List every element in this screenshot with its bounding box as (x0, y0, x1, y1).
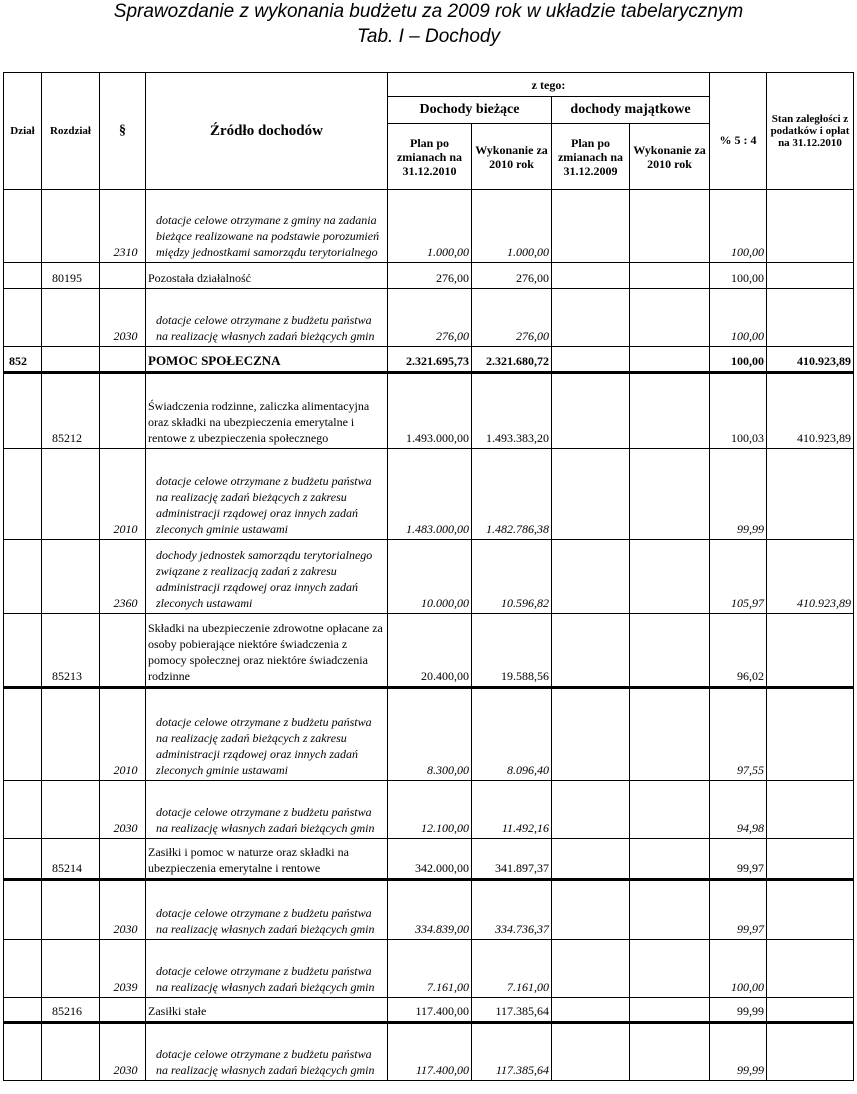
cell-plan-majatkowe (552, 190, 630, 263)
cell-wykonanie: 276,00 (472, 289, 552, 347)
cell-wykonanie-majatkowe (630, 614, 710, 688)
cell-rozdzial (42, 940, 100, 998)
cell-procent: 100,00 (710, 289, 767, 347)
cell-procent: 99,97 (710, 839, 767, 880)
cell-procent: 96,02 (710, 614, 767, 688)
cell-plan: 1.483.000,00 (388, 449, 472, 540)
cell-rozdzial: 85216 (42, 998, 100, 1023)
cell-zaleglosci (767, 614, 854, 688)
cell-zaleglosci (767, 781, 854, 839)
cell-plan-majatkowe (552, 540, 630, 614)
cell-rozdzial: 85212 (42, 373, 100, 449)
cell-dzial (4, 839, 42, 880)
cell-plan-majatkowe (552, 449, 630, 540)
report-title: Sprawozdanie z wykonania budżetu za 2009 rok w układzie tabelarycznym (113, 1, 744, 22)
cell-plan: 7.161,00 (388, 940, 472, 998)
cell-plan-majatkowe (552, 373, 630, 449)
cell-zaleglosci (767, 880, 854, 940)
table-row (4, 289, 854, 347)
cell-plan: 276,00 (388, 289, 472, 347)
cell-dzial (4, 998, 42, 1023)
cell-procent: 99,99 (710, 1023, 767, 1081)
table-header (4, 73, 854, 190)
cell-wykonanie: 19.588,56 (472, 614, 552, 688)
cell-rozdzial (42, 880, 100, 940)
cell-plan: 1.493.000,00 (388, 373, 472, 449)
cell-wykonanie-majatkowe (630, 781, 710, 839)
cell-rozdzial (42, 781, 100, 839)
cell-plan-majatkowe (552, 940, 630, 998)
table-row (4, 373, 854, 449)
cell-procent: 100,00 (710, 190, 767, 263)
cell-dzial (4, 781, 42, 839)
cell-procent: 105,97 (710, 540, 767, 614)
cell-plan: 1.000,00 (388, 190, 472, 263)
table-row (4, 540, 854, 614)
cell-dzial (4, 688, 42, 781)
cell-wykonanie: 10.596,82 (472, 540, 552, 614)
cell-plan-majatkowe (552, 688, 630, 781)
header-zrodlo: Źródło dochodów (146, 73, 388, 190)
cell-dzial (4, 263, 42, 289)
cell-procent: 94,98 (710, 781, 767, 839)
cell-rozdzial: 85213 (42, 614, 100, 688)
cell-rozdzial: 80195 (42, 263, 100, 289)
header-z-tego: z tego: (388, 73, 710, 97)
cell-plan: 12.100,00 (388, 781, 472, 839)
cell-procent: 97,55 (710, 688, 767, 781)
cell-plan: 117.400,00 (388, 1023, 472, 1081)
table-row (4, 880, 854, 940)
cell-zaleglosci (767, 190, 854, 263)
cell-dzial (4, 614, 42, 688)
cell-wykonanie: 7.161,00 (472, 940, 552, 998)
income-table (3, 72, 854, 1081)
cell-paragraf (100, 614, 146, 688)
cell-plan: 2.321.695,73 (388, 347, 472, 373)
header-dochody-biezace: Dochody bieżące (388, 97, 552, 124)
cell-opis: dotacje celowe otrzymane z budżetu państwa na realizację własnych zadań bieżących gmin (146, 781, 388, 839)
table-body (4, 190, 854, 1081)
cell-wykonanie-majatkowe (630, 688, 710, 781)
cell-plan-majatkowe (552, 289, 630, 347)
table-row-section (4, 347, 854, 373)
cell-wykonanie: 11.492,16 (472, 781, 552, 839)
cell-opis: Zasiłki stałe (146, 998, 388, 1023)
cell-plan-majatkowe (552, 263, 630, 289)
cell-rozdzial (42, 1023, 100, 1081)
cell-wykonanie: 1.482.786,38 (472, 449, 552, 540)
cell-procent: 99,99 (710, 998, 767, 1023)
cell-paragraf (100, 998, 146, 1023)
cell-paragraf: 2010 (100, 688, 146, 781)
header-dochody-majatkowe: dochody majątkowe (552, 97, 710, 124)
cell-wykonanie-majatkowe (630, 347, 710, 373)
cell-opis: Składki na ubezpieczenie zdrowotne opłacane za osoby pobierające niektóre świadczenia z pomocy społecznej oraz niektóre świadczenia rodzinne (146, 614, 388, 688)
cell-zaleglosci (767, 289, 854, 347)
cell-paragraf (100, 347, 146, 373)
cell-plan-majatkowe (552, 839, 630, 880)
cell-wykonanie: 117.385,64 (472, 1023, 552, 1081)
cell-wykonanie-majatkowe (630, 190, 710, 263)
cell-plan-majatkowe (552, 998, 630, 1023)
cell-procent: 100,00 (710, 940, 767, 998)
cell-zaleglosci: 410.923,89 (767, 540, 854, 614)
cell-plan-majatkowe (552, 781, 630, 839)
cell-paragraf (100, 263, 146, 289)
cell-opis: dochody jednostek samorządu terytorialnego związane z realizacją zadań z zakresu administracji rządowej oraz innych zadań zleconych ustawami (146, 540, 388, 614)
cell-zaleglosci (767, 263, 854, 289)
cell-paragraf (100, 373, 146, 449)
cell-dzial: 852 (4, 347, 42, 373)
table-row (4, 190, 854, 263)
cell-rozdzial (42, 289, 100, 347)
cell-wykonanie-majatkowe (630, 289, 710, 347)
cell-plan-majatkowe (552, 614, 630, 688)
cell-procent: 100,00 (710, 347, 767, 373)
table-row (4, 940, 854, 998)
cell-opis: dotacje celowe otrzymane z budżetu państwa na realizację zadań bieżących z zakresu administracji rządowej oraz innych zadań zleconych gminie ustawami (146, 449, 388, 540)
cell-wykonanie-majatkowe (630, 263, 710, 289)
cell-zaleglosci (767, 940, 854, 998)
cell-plan: 276,00 (388, 263, 472, 289)
header-procent-label: % 5 : 4 (719, 133, 757, 147)
cell-procent: 100,03 (710, 373, 767, 449)
table-row (4, 839, 854, 880)
header-dzial: Dział (4, 73, 42, 190)
cell-wykonanie: 117.385,64 (472, 998, 552, 1023)
cell-rozdzial (42, 688, 100, 781)
cell-dzial (4, 1023, 42, 1081)
cell-opis: dotacje celowe otrzymane z budżetu państwa na realizację własnych zadań bieżących gmin (146, 880, 388, 940)
cell-paragraf: 2030 (100, 289, 146, 347)
cell-opis: Zasiłki i pomoc w naturze oraz składki na ubezpieczenia emerytalne i rentowe (146, 839, 388, 880)
cell-paragraf: 2360 (100, 540, 146, 614)
cell-opis: dotacje celowe otrzymane z budżetu państwa na realizację własnych zadań bieżących gmin (146, 1023, 388, 1081)
cell-paragraf: 2310 (100, 190, 146, 263)
header-procent (710, 73, 767, 190)
cell-paragraf: 2039 (100, 940, 146, 998)
cell-opis: Pozostała działalność (146, 263, 388, 289)
cell-plan: 117.400,00 (388, 998, 472, 1023)
cell-wykonanie-majatkowe (630, 449, 710, 540)
cell-zaleglosci (767, 1023, 854, 1081)
cell-opis: dotacje celowe otrzymane z gminy na zadania bieżące realizowane na podstawie porozumień między jednostkami samorządu terytorialnego (146, 190, 388, 263)
cell-wykonanie-majatkowe (630, 940, 710, 998)
header-wykonanie-majatkowe: Wykonanie za 2010 rok (630, 124, 710, 190)
header-wykonanie-biezace: Wykonanie za 2010 rok (472, 124, 552, 190)
cell-zaleglosci (767, 449, 854, 540)
table-row (4, 263, 854, 289)
table-row (4, 614, 854, 688)
table-row (4, 688, 854, 781)
cell-zaleglosci (767, 998, 854, 1023)
header-rozdzial: Rozdział (42, 73, 100, 190)
cell-paragraf (100, 839, 146, 880)
cell-plan: 20.400,00 (388, 614, 472, 688)
cell-opis: dotacje celowe otrzymane z budżetu państwa na realizację własnych zadań bieżących gmin (146, 289, 388, 347)
cell-zaleglosci (767, 688, 854, 781)
header-plan-biezace: Plan po zmianach na 31.12.2010 (388, 124, 472, 190)
cell-rozdzial (42, 540, 100, 614)
cell-procent: 99,97 (710, 880, 767, 940)
cell-zaleglosci: 410.923,89 (767, 373, 854, 449)
cell-wykonanie: 1.000,00 (472, 190, 552, 263)
cell-wykonanie-majatkowe (630, 1023, 710, 1081)
cell-wykonanie: 276,00 (472, 263, 552, 289)
table-row (4, 998, 854, 1023)
cell-procent: 99,99 (710, 449, 767, 540)
cell-paragraf: 2010 (100, 449, 146, 540)
cell-dzial (4, 540, 42, 614)
cell-wykonanie: 8.096,40 (472, 688, 552, 781)
cell-wykonanie-majatkowe (630, 880, 710, 940)
header-zaleglosci: Stan zaległości z podatków i opłat na 31.12.2010 (767, 73, 854, 190)
cell-wykonanie-majatkowe (630, 998, 710, 1023)
cell-opis: POMOC SPOŁECZNA (146, 347, 388, 373)
header-paragraf: § (100, 73, 146, 190)
cell-paragraf: 2030 (100, 1023, 146, 1081)
cell-dzial (4, 880, 42, 940)
cell-wykonanie-majatkowe (630, 839, 710, 880)
cell-plan: 8.300,00 (388, 688, 472, 781)
cell-wykonanie: 334.736,37 (472, 880, 552, 940)
cell-opis: Świadczenia rodzinne, zaliczka alimentacyjna oraz składki na ubezpieczenia emerytalne i rentowe z ubezpieczenia społecznego (146, 373, 388, 449)
cell-wykonanie: 341.897,37 (472, 839, 552, 880)
cell-rozdzial (42, 347, 100, 373)
cell-wykonanie-majatkowe (630, 373, 710, 449)
cell-wykonanie: 2.321.680,72 (472, 347, 552, 373)
cell-plan: 342.000,00 (388, 839, 472, 880)
cell-plan: 10.000,00 (388, 540, 472, 614)
cell-wykonanie-majatkowe (630, 540, 710, 614)
cell-dzial (4, 940, 42, 998)
cell-opis: dotacje celowe otrzymane z budżetu państwa na realizację własnych zadań bieżących gmin (146, 940, 388, 998)
cell-rozdzial (42, 190, 100, 263)
cell-wykonanie: 1.493.383,20 (472, 373, 552, 449)
cell-zaleglosci (767, 839, 854, 880)
cell-plan: 334.839,00 (388, 880, 472, 940)
cell-dzial (4, 373, 42, 449)
cell-paragraf: 2030 (100, 781, 146, 839)
cell-paragraf: 2030 (100, 880, 146, 940)
cell-rozdzial: 85214 (42, 839, 100, 880)
cell-plan-majatkowe (552, 347, 630, 373)
cell-plan-majatkowe (552, 1023, 630, 1081)
table-row (4, 781, 854, 839)
cell-rozdzial (42, 449, 100, 540)
cell-plan-majatkowe (552, 880, 630, 940)
cell-procent: 100,00 (710, 263, 767, 289)
cell-dzial (4, 190, 42, 263)
cell-zaleglosci: 410.923,89 (767, 347, 854, 373)
cell-dzial (4, 289, 42, 347)
table-row (4, 449, 854, 540)
header-plan-majatkowe: Plan po zmianach na 31.12.2009 (552, 124, 630, 190)
table-subtitle: Tab. I – Dochody (357, 26, 500, 47)
cell-dzial (4, 449, 42, 540)
table-row (4, 1023, 854, 1081)
cell-opis: dotacje celowe otrzymane z budżetu państwa na realizację zadań bieżących z zakresu administracji rządowej oraz innych zadań zleconych gminie ustawami (146, 688, 388, 781)
